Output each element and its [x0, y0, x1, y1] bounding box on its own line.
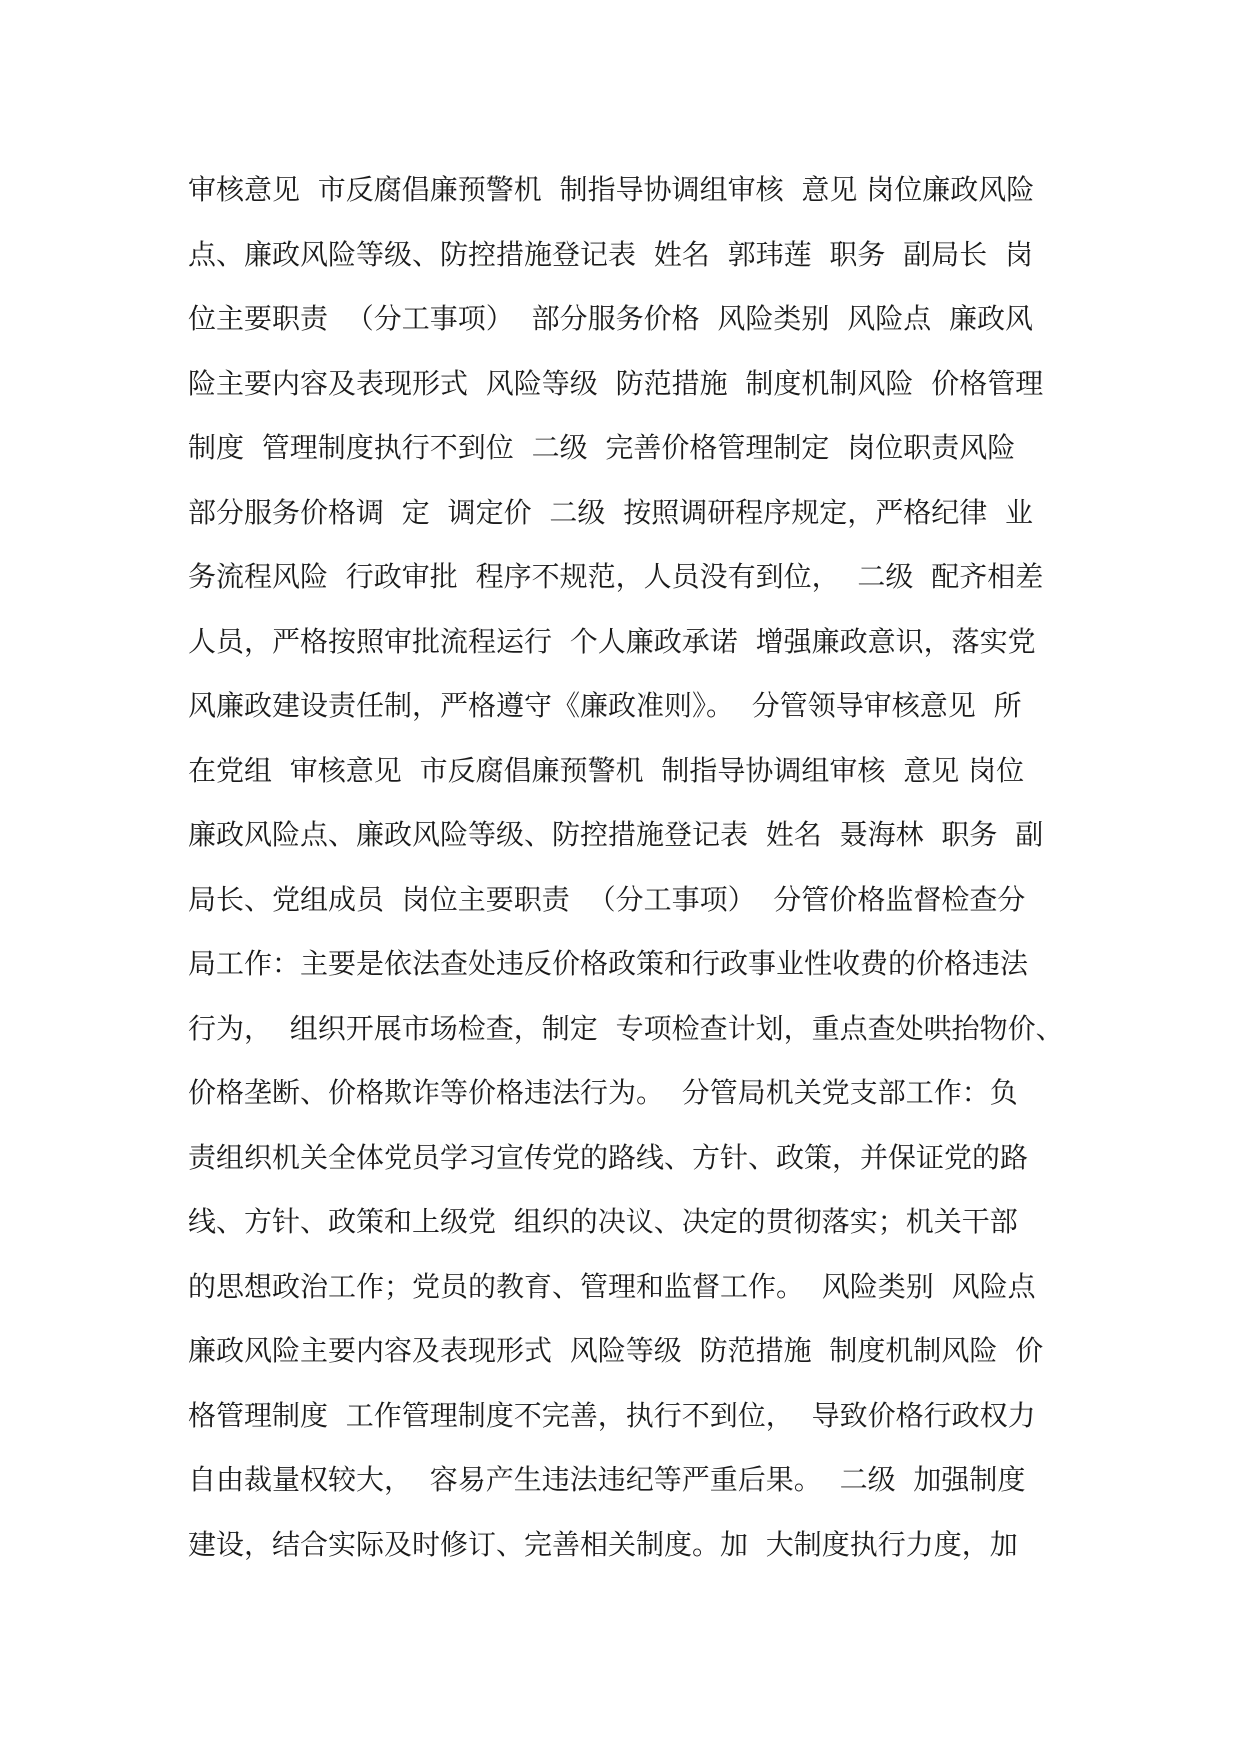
text-line-16: 责组织机关全体党员学习宣传党的路线、方针、政策，并保证党的路 [188, 1140, 1029, 1174]
text-line-7: 务流程风险 行政审批 程序不规范，人员没有到位， 二级 配齐相差 [188, 560, 1044, 593]
text-line-15: 价格垄断、价格欺诈等价格违法行为。 分管局机关党支部工作：负 [188, 1076, 1018, 1109]
text-line-8: 人员，严格按照审批流程运行 个人廉政承诺 增强廉政意识，落实党 [188, 624, 1036, 658]
text-line-4: 险主要内容及表现形式 风险等级 防范措施 制度机制风险 价格管理 [188, 366, 1044, 400]
text-line-6: 部分服务价格调 定 调定价 二级 按照调研程序规定，严格纪律 业 [188, 495, 1034, 529]
text-line-22: 建设，结合实际及时修订、完善相关制度。加 大制度执行力度，加 [188, 1527, 1018, 1561]
text-line-9: 风廉政建设责任制，严格遵守《廉政准则》。 分管领导审核意见 所 [188, 689, 1022, 722]
text-line-14: 行为， 组织开展市场检查，制定 专项检查计划，重点查处哄抬物价、 [188, 1011, 1064, 1045]
text-line-11: 廉政风险点、廉政风险等级、防控措施登记表 姓名 聂海林 职务 副 [188, 818, 1044, 851]
text-line-1: 审核意见 市反腐倡廉预警机 制指导协调组审核 意见 岗位廉政风险 [188, 173, 1035, 206]
text-line-17: 线、方针、政策和上级党 组织的决议、决定的贯彻落实；机关干部 [188, 1205, 1018, 1238]
text-line-13: 局工作：主要是依法查处违反价格政策和行政事业性收费的价格违法 [188, 947, 1029, 980]
text-line-12: 局长、党组成员 岗位主要职责 （分工事项） 分管价格监督检查分 [188, 882, 1026, 916]
body-text [188, 158, 1068, 1577]
text-line-10: 在党组 审核意见 市反腐倡廉预警机 制指导协调组审核 意见 岗位 [188, 753, 1025, 787]
text-line-19: 廉政风险主要内容及表现形式 风险等级 防范措施 制度机制风险 价 [188, 1334, 1044, 1367]
text-line-3: 位主要职责 （分工事项） 部分服务价格 风险类别 风险点 廉政风 [188, 302, 1034, 335]
text-line-2: 点、廉政风险等级、防控措施登记表 姓名 郭玮莲 职务 副局长 岗 [188, 237, 1034, 271]
text-line-21: 自由裁量权较大， 容易产生违法违纪等严重后果。 二级 加强制度 [188, 1463, 1026, 1496]
text-line-20: 格管理制度 工作管理制度不完善，执行不到位， 导致价格行政权力 [188, 1398, 1036, 1432]
text-line-5: 制度 管理制度执行不到位 二级 完善价格管理制定 岗位职责风险 [188, 431, 1016, 464]
text-line-18: 的思想政治工作；党员的教育、管理和监督工作。 风险类别 风险点 [188, 1269, 1036, 1303]
